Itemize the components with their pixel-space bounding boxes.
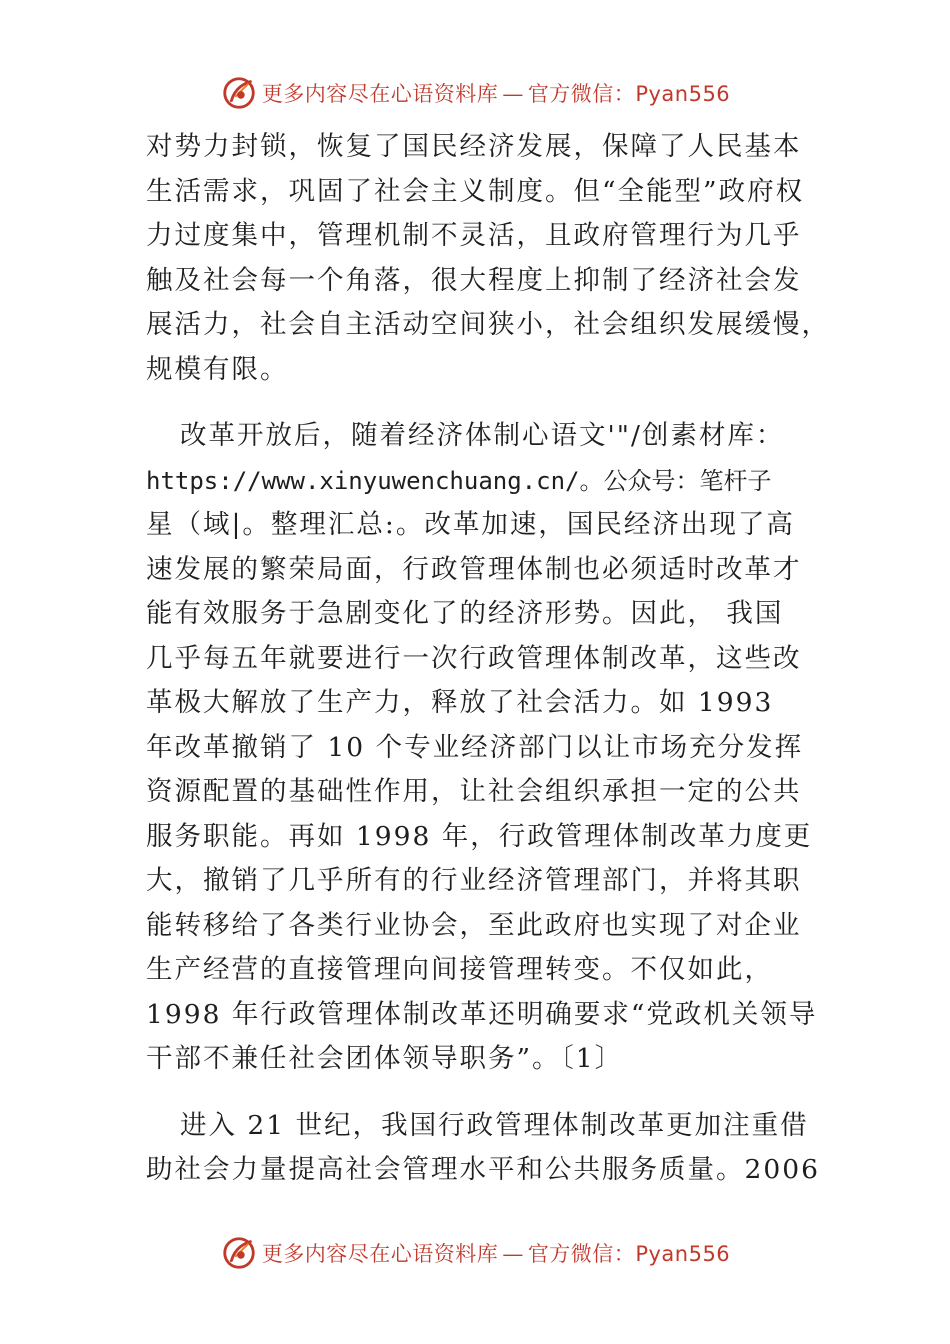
document-body bbox=[146, 125, 830, 1193]
text-line: 星（域|。整理汇总:。改革加速，国民经济出现了高 bbox=[146, 509, 795, 540]
text-line: 助社会力量提高社会管理水平和公共服务质量。2006 bbox=[146, 1154, 820, 1185]
wechat-id: Pyan556 bbox=[635, 82, 731, 106]
text-line: 革极大解放了生产力，释放了社会活力。如 1993 bbox=[146, 687, 774, 718]
header-banner bbox=[0, 71, 950, 115]
text-line: 速发展的繁荣局面，行政管理体制也必须适时改革才 bbox=[146, 553, 802, 585]
text-line: 服务职能。再如 1998 年，行政管理体制改革力度更 bbox=[146, 820, 813, 852]
text-line: 大，撤销了几乎所有的行业经济管理部门，并将其职 bbox=[146, 865, 802, 896]
text-line: 改革开放后，随着经济体制心语文'"/创素材库： bbox=[180, 420, 785, 451]
logo-icon bbox=[220, 74, 258, 112]
text-line: 生产经营的直接管理向间接管理转变。不仅如此， bbox=[146, 954, 773, 985]
logo-icon bbox=[220, 1234, 258, 1272]
text-line: 1998 年行政管理体制改革还明确要求“党政机关领导 bbox=[146, 998, 818, 1030]
text-line: 资源配置的基础性作用，让社会组织承担一定的公共 bbox=[146, 776, 802, 807]
footer-banner bbox=[0, 1231, 950, 1275]
header-text: 更多内容尽在心语资料库 — 官方微信：Pyan556 bbox=[261, 82, 731, 106]
text-line: 能转移给了各类行业协会，至此政府也实现了对企业 bbox=[146, 909, 802, 941]
text-line: 对势力封锁，恢复了国民经济发展，保障了人民基本 bbox=[146, 131, 802, 162]
text-line: 规模有限。 bbox=[146, 353, 289, 385]
text-line: https://www.xinyuwenchuang.cn/。公众号：笔杆子 bbox=[146, 466, 772, 495]
paragraph-1 bbox=[146, 125, 830, 392]
text-line: 能有效服务于急剧变化了的经济形势。因此， 我国 bbox=[146, 598, 784, 629]
text-line: 进入 21 世纪，我国行政管理体制改革更加注重借 bbox=[180, 1109, 809, 1141]
text-line: 干部不兼任社会团体领导职务”。〔1〕 bbox=[146, 1043, 624, 1074]
wechat-id: Pyan556 bbox=[635, 1242, 731, 1266]
text-line: 力过度集中，管理机制不灵活，且政府管理行为几乎 bbox=[146, 220, 802, 251]
text-line: 生活需求，巩固了社会主义制度。但“全能型”政府权 bbox=[146, 175, 805, 207]
text-line: 触及社会每一个角落，很大程度上抑制了经济社会发 bbox=[146, 264, 802, 296]
paragraph-2 bbox=[146, 414, 818, 1082]
text-line: 几乎每五年就要进行一次行政管理体制改革，这些改 bbox=[146, 642, 802, 674]
paragraph-3 bbox=[146, 1104, 820, 1193]
text-line: 展活力，社会自主活动空间狭小，社会组织发展缓慢， bbox=[146, 309, 830, 340]
footer-text: 更多内容尽在心语资料库 — 官方微信：Pyan556 bbox=[261, 1242, 731, 1266]
text-line: 年改革撤销了 10 个专业经济部门以让市场充分发挥 bbox=[146, 731, 804, 763]
